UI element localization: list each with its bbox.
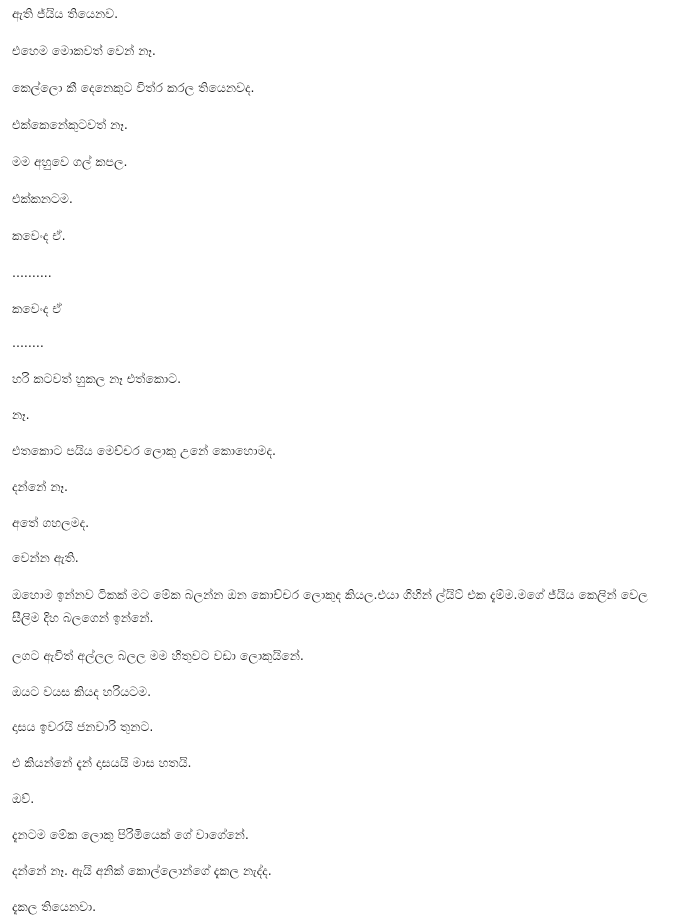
text-line: ඔයට වයස කියද හරියටම. (12, 684, 152, 699)
text-line: නෑ. (12, 407, 30, 422)
text-line: එතකොට පයිය මෙච්චර ලොකු උනේ කොහොමද. (12, 443, 276, 458)
text-line: එක්කනටම. (12, 191, 73, 206)
text-line: කෙල්ලො කී දෙනෙකුට විත්ර කරල තියෙනවද. (12, 80, 255, 95)
text-line: මම අහුවෙ ගල් කපල. (12, 154, 128, 169)
text-line: ඔව්. (12, 791, 35, 806)
text-line: එහෙම මොකවත් වෙන් නෑ. (12, 43, 156, 58)
text-line: දන්නේ නෑ. (12, 479, 68, 494)
text-line: .......... (12, 265, 52, 280)
text-line: එ කියන්නේ දැන් දාසයයි මාස හතයි. (12, 755, 192, 770)
text-line: අතේ ගහලමද. (12, 515, 90, 530)
text-line: කවෙංද ඒ (12, 301, 62, 316)
text-line: වෙන්න ඇති. (12, 550, 79, 565)
text-line: හරි කටවත් හුකල නෑ එත්කොට. (12, 371, 182, 386)
text-line: දන්නේ නෑ. ඇයි අනික් කොල්ලොන්ගේ දැකල නැද්ද. (12, 863, 272, 878)
text-line: එක්කෙනේකුටවත් නෑ. (12, 117, 128, 132)
text-line: දාසය ඉවරයි ජනවාරි තුනට. (12, 719, 154, 734)
text-line: දැනටම මේක ලොකු පිරිමියෙක් ගේ වාගේනේ. (12, 827, 249, 842)
text-line: කවෙංද ඒ. (12, 228, 66, 243)
text-line: ලගට ඇවිත් අල්ලල බලල මම හිතුවට වඩා ලොකුයිනේ. (12, 648, 304, 663)
text-line: ඇති ජ්යිය තියෙනව. (12, 6, 119, 21)
text-paragraph: ඔහොම ඉන්නව ටිකක් මට මේක බලන්න ඔන කොච්චර ලොකුද කියල.එයා ගිහින් ල්යිට් එක දැම්ම.මගේ ජ්යිය කෙලින් වෙල සීලිම දිහ බලගෙන් ඉන්නේ. (12, 587, 648, 625)
text-line: දැකල තියෙනවා. (12, 899, 97, 914)
text-line: ........ (12, 335, 44, 350)
